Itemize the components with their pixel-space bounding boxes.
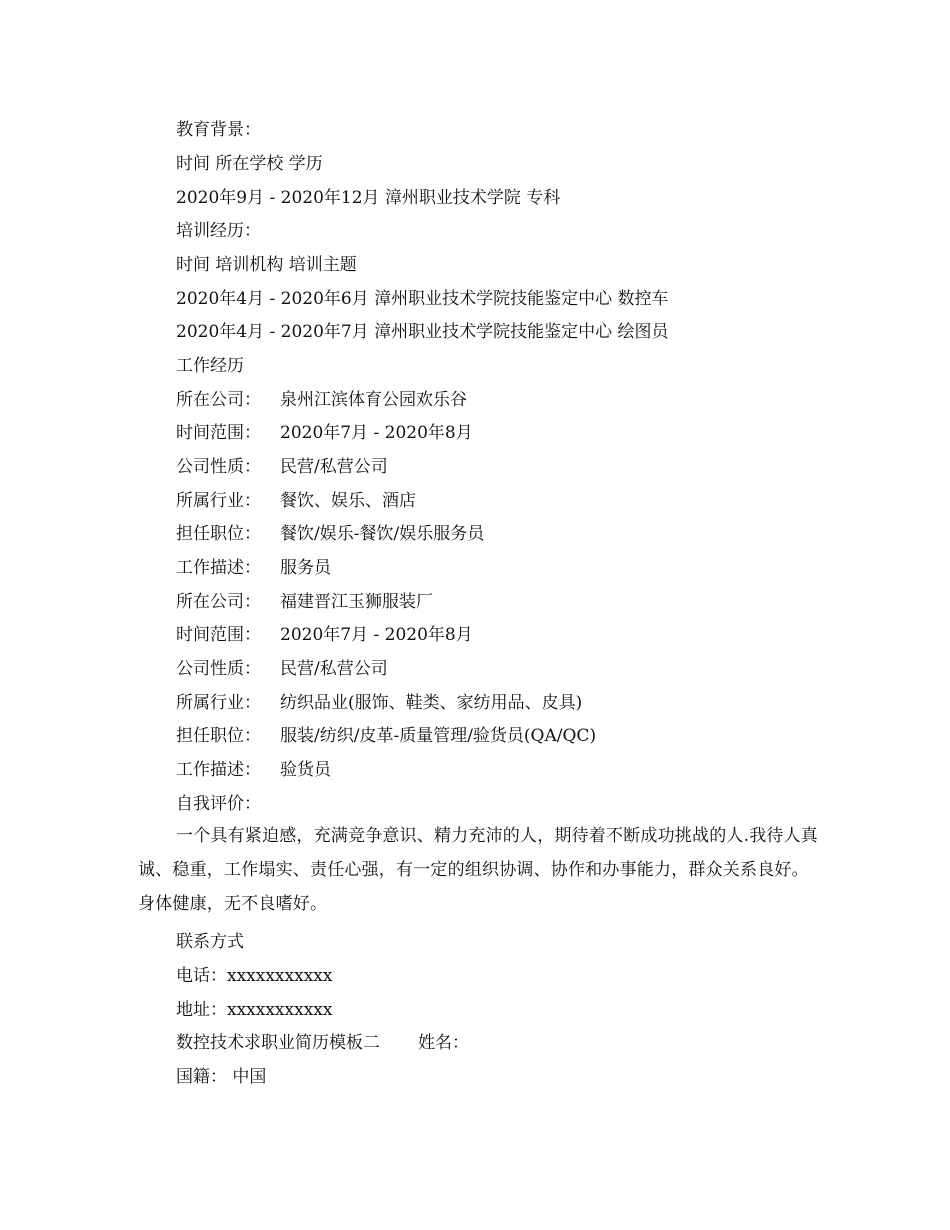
field-label: 公司性质： xyxy=(176,659,261,679)
field-value: 2020年7月 - 2020年8月 xyxy=(280,423,473,443)
contact-phone: 电话：xxxxxxxxxxx xyxy=(176,966,333,986)
field-value: 餐饮/娱乐-餐饮/娱乐服务员 xyxy=(280,524,485,544)
field-value: 2020年7月 - 2020年8月 xyxy=(280,625,473,645)
training-entry: 2020年4月 - 2020年6月 漳州职业技术学院技能鉴定中心 数控车 xyxy=(176,289,669,309)
field-value: 验货员 xyxy=(280,760,331,780)
field-label: 所在公司： xyxy=(176,592,261,612)
education-entry: 2020年9月 - 2020年12月 漳州职业技术学院 专科 xyxy=(176,188,561,208)
job-nature-row xyxy=(176,456,388,478)
field-label: 工作描述： xyxy=(176,558,261,578)
job-company-row xyxy=(176,591,433,613)
work-heading: 工作经历 xyxy=(176,356,244,376)
field-value: 服装/纺织/皮革-质量管理/验货员(QA/QC) xyxy=(280,726,597,746)
education-heading: 教育背景： xyxy=(176,120,261,140)
contact-heading: 联系方式 xyxy=(176,932,244,952)
field-value: 餐饮、娱乐、酒店 xyxy=(280,491,416,511)
field-label: 担任职位： xyxy=(176,524,261,544)
self-evaluation-text: 一个具有紧迫感，充满竞争意识、精力充沛的人，期待着不断成功挑战的人.我待人真诚、稳重，工作塌实、责任心强，有一定的组织协调、协作和办事能力，群众关系良好。身体健康，无不良嗜好。 xyxy=(138,826,819,914)
field-label: 公司性质： xyxy=(176,457,261,477)
template-title-row xyxy=(176,1032,469,1054)
education-header-row: 时间 所在学校 学历 xyxy=(176,154,323,174)
job-industry-row xyxy=(176,490,416,512)
job-period-row xyxy=(176,624,473,646)
job-description-row xyxy=(176,759,331,781)
field-value: 福建晋江玉狮服装厂 xyxy=(280,592,433,612)
job-position-row xyxy=(176,523,484,545)
field-value: 服务员 xyxy=(280,558,331,578)
job-period-row xyxy=(176,422,473,444)
training-heading: 培训经历： xyxy=(176,221,261,241)
training-entry: 2020年4月 - 2020年7月 漳州职业技术学院技能鉴定中心 绘图员 xyxy=(176,322,669,342)
name-label: 姓名： xyxy=(418,1033,469,1053)
contact-address: 地址：xxxxxxxxxxx xyxy=(176,1000,333,1020)
job-nature-row xyxy=(176,658,388,680)
field-label: 所在公司： xyxy=(176,390,261,410)
field-label: 工作描述： xyxy=(176,760,261,780)
job-position-row xyxy=(176,725,596,747)
field-label: 所属行业： xyxy=(176,693,261,713)
field-label: 时间范围： xyxy=(176,625,261,645)
nationality-row: 国籍： 中国 xyxy=(176,1067,267,1087)
field-label: 时间范围： xyxy=(176,423,261,443)
job-company-row xyxy=(176,389,467,411)
field-label: 担任职位： xyxy=(176,726,261,746)
field-value: 民营/私营公司 xyxy=(280,457,388,477)
field-value: 纺织品业(服饰、鞋类、家纺用品、皮具) xyxy=(280,693,583,713)
job-industry-row xyxy=(176,692,582,714)
job-description-row xyxy=(176,557,331,579)
template-title: 数控技术求职业简历模板二 xyxy=(176,1033,380,1053)
field-value: 泉州江滨体育公园欢乐谷 xyxy=(280,390,467,410)
self-evaluation-heading: 自我评价： xyxy=(176,794,261,814)
training-header-row: 时间 培训机构 培训主题 xyxy=(176,255,357,275)
field-label: 所属行业： xyxy=(176,491,261,511)
field-value: 民营/私营公司 xyxy=(280,659,388,679)
